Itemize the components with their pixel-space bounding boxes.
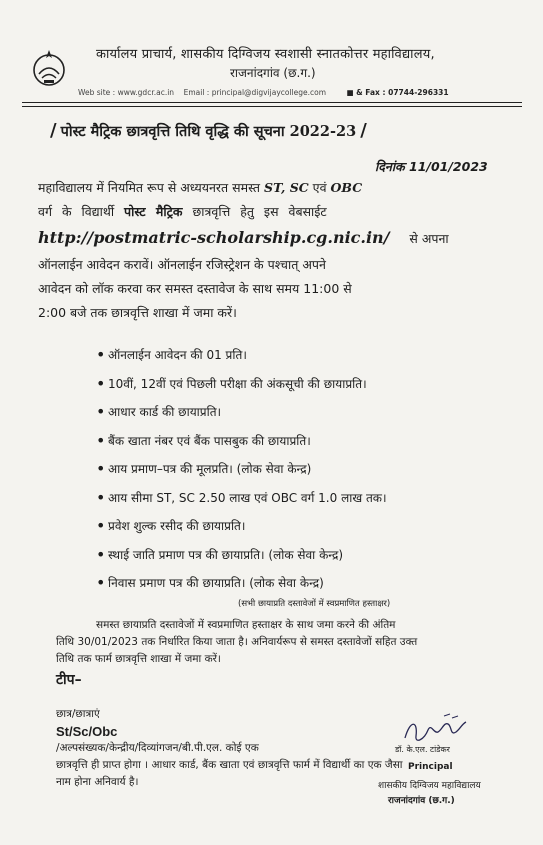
self-attest-note: (सभी छायाप्रति दस्तावेजों में स्वप्रमाणित हस्ताक्षर) bbox=[238, 599, 391, 609]
tip-line-2: छात्रवृत्ति ही प्राप्त होगा । आधार कार्ड, बैंक खाता एवं छात्रवृत्ति फार्म में विद्यार्थी का एक जैसा bbox=[56, 759, 403, 771]
website-text: Web site : www.gdcr.ac.in bbox=[78, 88, 175, 97]
document-item: • आय सीमा ST, SC 2.50 लाख एवं OBC वर्ग 1.0 लाख तक। bbox=[108, 487, 528, 516]
notice-title: / पोस्ट मैट्रिक छात्रवृत्ति तिथि वृद्धि की सूचना 2022-23 / bbox=[50, 120, 367, 141]
document-item: • आय प्रमाण–पत्र की मूलप्रति। (लोक सेवा केन्द्र) bbox=[108, 458, 528, 487]
body-line-2: वर्ग के विद्यार्थी पोस्ट मैट्रिक छात्रवृत्ति हेतु इस वेबसाईट bbox=[38, 204, 327, 219]
office-name: कार्यालय प्राचार्य, शासकीय दिग्विजय स्वशासी स्नातकोत्तर महाविद्यालय, bbox=[96, 47, 435, 62]
email-text: Email : principal@digvijaycollege.com bbox=[183, 88, 327, 97]
stamp-college: शासकीय दिग्विजय महाविद्यालय bbox=[378, 781, 481, 791]
scholarship-website-link[interactable]: http://postmatric-scholarship.cg.nic.in/ bbox=[38, 228, 390, 247]
tip-label: टीप– bbox=[56, 672, 82, 688]
document-item: • निवास प्रमाण पत्र की छायाप्रति। (लोक सेवा केन्द्र) bbox=[108, 572, 528, 601]
notice-title-text: पोस्ट मैट्रिक छात्रवृत्ति तिथि वृद्धि की सूचना 2022-23 bbox=[60, 123, 357, 140]
document-item: • ऑनलाईन आवेदन की 01 प्रति। bbox=[108, 344, 528, 373]
document-item: • स्थाई जाति प्रमाण पत्र की छायाप्रति। (लोक सेवा केन्द्र) bbox=[108, 544, 528, 573]
deadline-line-3: तिथि तक फार्म छात्रवृत्ति शाखा में जमा करें। bbox=[56, 653, 221, 665]
header-rule-top bbox=[22, 102, 522, 103]
body-line-3: http://postmatric-scholarship.cg.nic.in/ से अपना bbox=[38, 228, 449, 247]
tip-line-3: नाम होना अनिवार्य है। bbox=[56, 776, 139, 788]
contact-line bbox=[78, 88, 449, 97]
required-documents-list bbox=[108, 344, 528, 601]
category-obc: OBC bbox=[330, 180, 363, 195]
stamp-city: राजनांदगांव (छ.ग.) bbox=[388, 796, 455, 806]
category-st-sc: ST, SC bbox=[264, 180, 309, 195]
fax-text: ■ & Fax : 07744-296331 bbox=[346, 88, 449, 97]
tip-line-1: टीप– छात्र/छात्राएं St/Sc/Obc /अल्पसंख्यक/केन्द्रीय/दिव्यांगजन/बी.पी.एल. कोई एक bbox=[56, 672, 526, 757]
body-line-5: आवेदन को लॉक करवा कर समस्त दस्तावेज के साथ समय 11:00 से bbox=[38, 281, 352, 296]
college-emblem-icon bbox=[30, 44, 68, 90]
principal-title: Principal bbox=[408, 762, 453, 772]
body-line-6: 2:00 बजे तक छात्रवृत्ति शाखा में जमा करें। bbox=[38, 305, 237, 320]
body-line-1: महाविद्यालय में नियमित रूप से अध्ययनरत समस्त ST, SC एवं OBC bbox=[38, 180, 363, 195]
notice-date: दिनांक 11/01/2023 bbox=[375, 159, 488, 174]
office-city: राजनांदगांव (छ.ग.) bbox=[230, 66, 316, 80]
document-item: • बैंक खाता नंबर एवं बैंक पासबुक की छायाप्रति। bbox=[108, 430, 528, 459]
document-item: • 10वीं, 12वीं एवं पिछली परीक्षा की अंकसूची की छायाप्रति। bbox=[108, 373, 528, 402]
deadline-paragraph bbox=[56, 617, 526, 668]
deadline-line-1: समस्त छायाप्रति दस्तावेजों में स्वप्रमाणित हस्ताक्षर के साथ जमा करने की अंतिम bbox=[96, 619, 396, 631]
header-rule-bottom bbox=[22, 106, 522, 107]
deadline-line-2: तिथि 30/01/2023 तक निर्धारित किया जाता है। अनिवार्यरूप से समस्त दस्तावेजों सहित उक्त bbox=[56, 636, 418, 648]
document-item: • प्रवेश शुल्क रसीद की छायाप्रति। bbox=[108, 515, 528, 544]
body-line-4: ऑनलाईन आवेदन करावें। ऑनलाईन रजिस्ट्रेशन के पश्चात् अपने bbox=[38, 257, 326, 272]
principal-name: डॉ. के.एल. टांडेकर bbox=[395, 745, 450, 754]
notice-body bbox=[38, 176, 518, 325]
document-item: • आधार कार्ड की छायाप्रति। bbox=[108, 401, 528, 430]
